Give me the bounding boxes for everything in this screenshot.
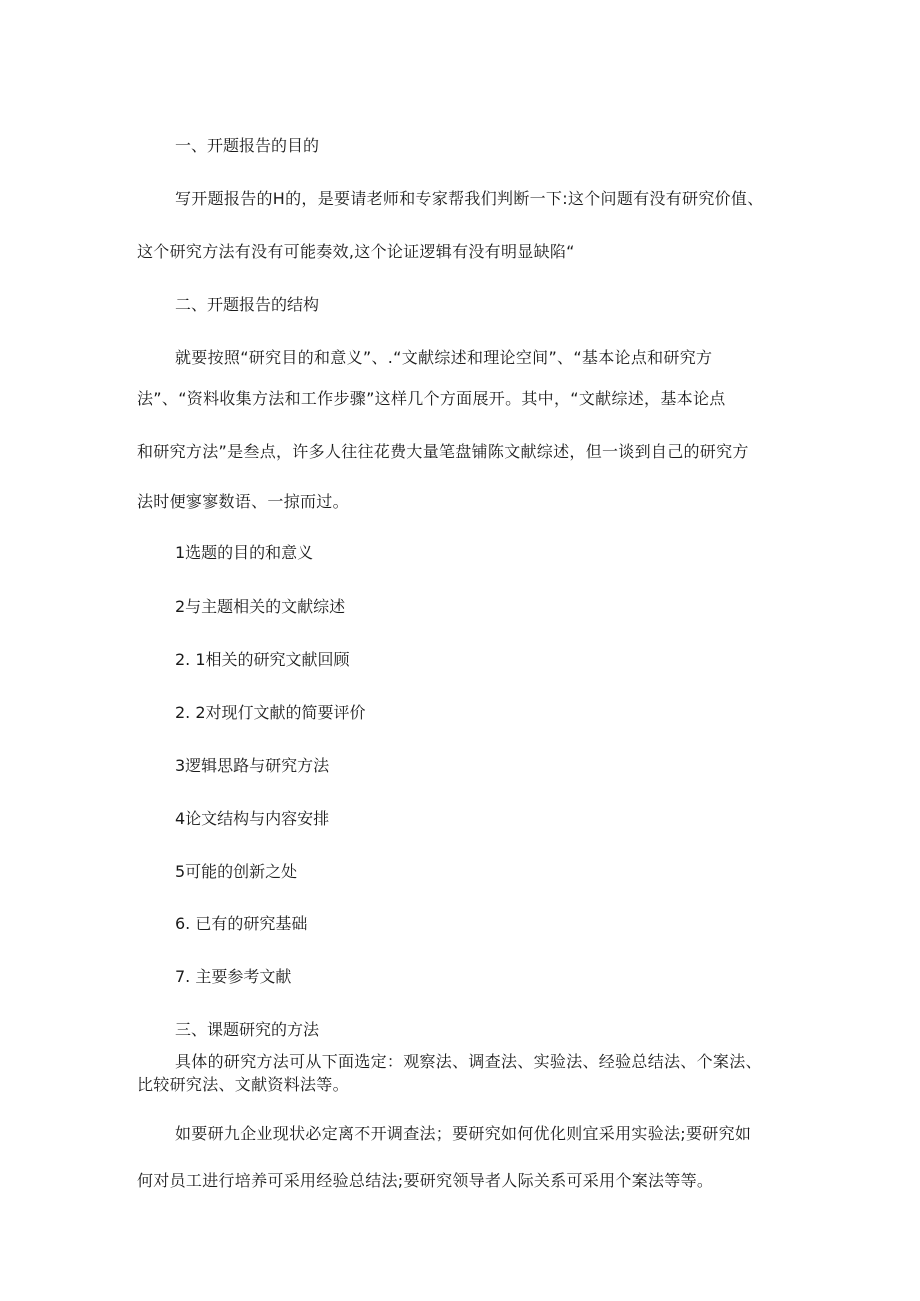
outline-item: 7. 主要参考文献	[175, 967, 292, 986]
outline-item: 2. 2对现仃文献的简要评价	[175, 703, 366, 722]
section3-heading: 三、课题研究的方法	[175, 1020, 320, 1039]
section2-paragraph-line-4: 法时便寥寥数语、一掠而过。	[137, 492, 349, 511]
section1-paragraph-line-1: 写开题报告的H的，是要请老师和专家帮我们判断一下:这个问题有没有研究价值、	[175, 189, 764, 208]
outline-item: 1选题的目的和意义	[175, 543, 314, 562]
section2-paragraph-line-2: 法”、“资料收集方法和工作步骤”这样几个方面展开。其中，“文献综述，基本论点	[137, 389, 726, 408]
outline-item: 4论文结构与内容安排	[175, 809, 330, 828]
outline-item: 6. 已有的研究基础	[175, 914, 308, 933]
section2-paragraph-line-3: 和研究方法”是叁点，许多人往往花费大量笔盘铺陈文献综述，但一谈到自己的研究方	[137, 442, 749, 461]
outline-item: 2与主题相关的文献综述	[175, 597, 346, 616]
section2-heading: 二、开题报告的结构	[175, 295, 320, 314]
section1-paragraph-line-2: 这个研究方法有没有可能奏效,这个论证逻辑有没有明显缺陷“	[137, 242, 575, 261]
section3-paragraph1-line-1: 具体的研究方法可从下面选定：观察法、调查法、实验法、经验总结法、个案法、	[175, 1052, 762, 1071]
section3-paragraph2-line-2: 何对员工进行培养可采用经验总结法;要研究领导者人际关系可采用个案法等等。	[137, 1171, 714, 1190]
section3-paragraph2-line-1: 如要研九企业现状必定离不开调查法；要研究如何优化则宜采用实验法;要研究如	[175, 1124, 752, 1143]
outline-item: 3逻辑思路与研究方法	[175, 756, 330, 775]
outline-item: 2. 1相关的研究文献回顾	[175, 650, 350, 669]
section1-heading: 一、开题报告的目的	[175, 136, 320, 155]
outline-item: 5可能的创新之处	[175, 862, 298, 881]
section3-paragraph1-line-2: 比较研究法、文献资料法等。	[137, 1075, 349, 1094]
section2-paragraph-line-1: 就要按照“研究目的和意义”、.“文献综述和理论空间”、“基本论点和研究方	[175, 348, 713, 367]
